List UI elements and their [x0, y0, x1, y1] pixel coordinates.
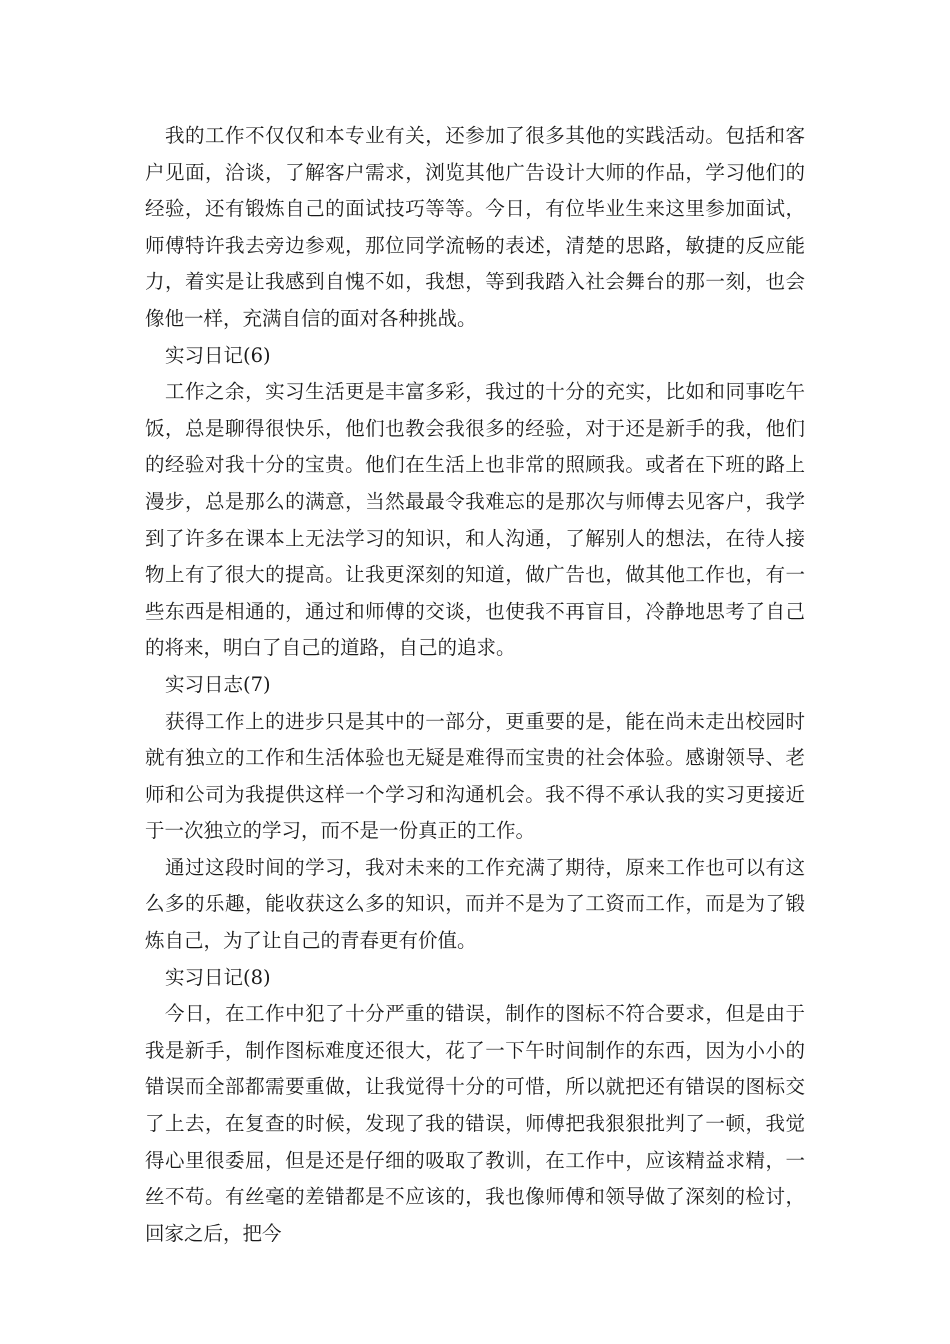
paragraph-progress-gratitude: 获得工作上的进步只是其中的一部分，更重要的是，能在尚未走出校园时就有独立的工作和生活体验也无疑是难得而宝贵的社会体验。感谢领导、老师和公司为我提供这样一个学习和沟通机会。我不得不承认我的实习更接近于一次独立的学习，而不是一份真正的工作。 [145, 709, 805, 843]
paragraph-work-activities: 我的工作不仅仅和本专业有关，还参加了很多其他的实践活动。包括和客户见面，洽谈，了解客户需求，浏览其他广告设计大师的作品，学习他们的经验，还有锻炼自己的面试技巧等等。今日，有位毕业生来这里参加面试，师傅特许我去旁边参观，那位同学流畅的表述，清楚的思路，敏捷的反应能力，着实是让我感到自愧不如，我想，等到我踏入社会舞台的那一刻，也会像他一样，充满自信的面对各种挑战。 [145, 124, 805, 330]
diary-heading-6: 实习日记(6) [165, 343, 271, 367]
document-page [145, 118, 805, 1252]
diary-heading-7: 实习日志(7) [165, 672, 271, 696]
paragraph-future-expectation: 通过这段时间的学习，我对未来的工作充满了期待，原来工作也可以有这么多的乐趣，能收获这么多的知识，而并不是为了工资而工作，而是为了锻炼自己，为了让自己的青春更有价值。 [145, 855, 805, 953]
paragraph-after-work-life: 工作之余，实习生活更是丰富多彩，我过的十分的充实，比如和同事吃午饭，总是聊得很快乐，他们也教会我很多的经验，对于还是新手的我，他们的经验对我十分的宝贵。他们在生活上也非常的照顾我。或者在下班的路上漫步，总是那么的满意，当然最最令我难忘的是那次与师傅去见客户，我学到了许多在课本上无法学习的知识，和人沟通，了解别人的想法，在待人接物上有了很大的提高。让我更深刻的知道，做广告也，做其他工作也，有一些东西是相通的，通过和师傅的交谈，也使我不再盲目，冷静地思考了自己的将来，明白了自己的道路，自己的追求。 [145, 380, 805, 660]
paragraph-serious-mistake: 今日，在工作中犯了十分严重的错误，制作的图标不符合要求，但是由于我是新手，制作图标难度还很大，花了一下午时间制作的东西，因为小小的错误而全部都需要重做，让我觉得十分的可惜，所以就把还有错误的图标交了上去，在复查的时候，发现了我的错误，师傅把我狠狠批判了一顿，我觉得心里很委屈，但是还是仔细的吸取了教训，在工作中，应该精益求精，一丝不苟。有丝毫的差错都是不应该的，我也像师傅和领导做了深刻的检讨，回家之后，把今 [145, 1002, 805, 1245]
diary-heading-8: 实习日记(8) [165, 965, 271, 989]
